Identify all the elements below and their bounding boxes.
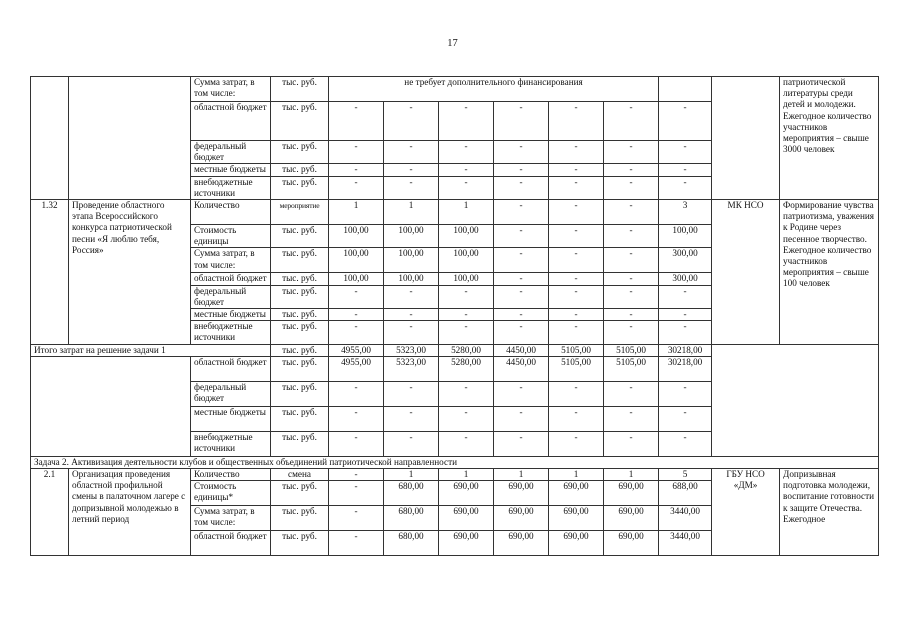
value-cell: - [549, 102, 604, 141]
value-cell: 4955,00 [329, 356, 384, 381]
item-number: 1.32 [31, 200, 69, 345]
item-name: Проведение областного этапа Всероссийского конкурса патриотической песни «Я люблю тебя, Россия» [69, 200, 191, 345]
value-cell: 100,00 [439, 225, 494, 248]
value-cell: 690,00 [604, 531, 659, 556]
value-cell: 5323,00 [384, 344, 439, 356]
value-cell: - [659, 285, 712, 308]
value-cell: - [329, 406, 384, 431]
value-cell: - [604, 273, 659, 285]
value-cell: - [329, 381, 384, 406]
unit-cell: тыс. руб. [271, 531, 329, 556]
executor-cell [712, 77, 780, 200]
value-cell: 690,00 [549, 531, 604, 556]
value-cell: 1 [329, 200, 384, 225]
value-cell: - [329, 531, 384, 556]
value-cell: - [604, 321, 659, 344]
value-cell: - [329, 431, 384, 456]
value-cell: 4450,00 [494, 356, 549, 381]
value-cell: - [549, 248, 604, 273]
value-cell: 1 [494, 469, 549, 481]
unit-cell: тыс. руб. [271, 381, 329, 406]
value-cell: - [604, 309, 659, 321]
value-cell: - [494, 309, 549, 321]
table-row [31, 469, 879, 481]
table-row [31, 456, 879, 468]
table-row [31, 77, 879, 102]
total-label: Итого затрат на решение задачи 1 [31, 344, 271, 356]
value-cell: - [439, 321, 494, 344]
unit-cell: тыс. руб. [271, 102, 329, 141]
value-cell: - [329, 469, 384, 481]
value-cell: - [439, 141, 494, 164]
value-cell: 690,00 [549, 481, 604, 506]
item-name: Организация проведения областной профильной смены в палаточном лагере с допризывной молодежью в летний период [69, 469, 191, 556]
value-cell: - [549, 321, 604, 344]
unit-cell: тыс. руб. [271, 309, 329, 321]
value-cell: 690,00 [494, 531, 549, 556]
value-cell: - [549, 381, 604, 406]
value-cell: 100,00 [384, 248, 439, 273]
result-cell: патриотической литературы среди детей и молодежи. Ежегодное количество участников мероприятия – свыше 3000 человек [780, 77, 879, 200]
value-cell: - [549, 273, 604, 285]
value-cell: - [494, 225, 549, 248]
value-cell: - [384, 309, 439, 321]
unit-cell: тыс. руб. [271, 273, 329, 285]
value-cell: - [439, 381, 494, 406]
value-cell: - [549, 406, 604, 431]
value-cell: 1 [439, 200, 494, 225]
unit-cell: тыс. руб. [271, 248, 329, 273]
item-name-cell [69, 77, 191, 200]
value-cell: 690,00 [604, 481, 659, 506]
unit-cell: тыс. руб. [271, 285, 329, 308]
value-cell: 1 [604, 469, 659, 481]
unit-cell: тыс. руб. [271, 225, 329, 248]
unit-cell: тыс. руб. [271, 176, 329, 199]
value-cell: - [549, 309, 604, 321]
item-number-cell [31, 77, 69, 200]
value-cell: - [659, 406, 712, 431]
value-cell: - [384, 141, 439, 164]
value-cell: - [604, 225, 659, 248]
value-cell: - [604, 102, 659, 141]
executor: МК НСО [712, 200, 780, 345]
value-cell: - [549, 285, 604, 308]
value-cell: - [384, 102, 439, 141]
row-label: Сумма затрат, в том числе: [191, 248, 271, 273]
value-cell: - [329, 321, 384, 344]
value-cell: 5105,00 [604, 356, 659, 381]
value-cell: 5 [659, 469, 712, 481]
value-cell: - [494, 406, 549, 431]
value-cell: 5280,00 [439, 356, 494, 381]
value-cell: 690,00 [604, 506, 659, 531]
value-cell: 100,00 [439, 273, 494, 285]
row-label: внебюджетные источники [191, 176, 271, 199]
value-cell: - [549, 141, 604, 164]
value-cell: - [439, 102, 494, 141]
unit-cell: тыс. руб. [271, 321, 329, 344]
value-cell: 680,00 [384, 506, 439, 531]
value-cell: 690,00 [439, 531, 494, 556]
value-cell: 5323,00 [384, 356, 439, 381]
row-label: Сумма затрат, в том числе: [191, 506, 271, 531]
expected-result: Формирование чувства патриотизма, уважения к Родине через песенное творчество. Ежегодное количество участников мероприятия – свыше 100 человек [780, 200, 879, 345]
row-label: федеральный бюджет [191, 141, 271, 164]
value-cell: - [329, 141, 384, 164]
value-cell: - [549, 225, 604, 248]
value-cell: 300,00 [659, 248, 712, 273]
value-cell: 100,00 [329, 225, 384, 248]
row-label: внебюджетные источники [191, 431, 271, 456]
value-cell: - [604, 164, 659, 176]
value-cell: - [549, 200, 604, 225]
value-cell: - [494, 164, 549, 176]
no-funding-note: не требует дополнительного финансирования [329, 77, 659, 102]
value-cell: 30218,00 [659, 344, 712, 356]
value-cell: - [494, 176, 549, 199]
expected-result: Допризывная подготовка молодежи, воспитание готовности к защите Отечества. Ежегодное [780, 469, 879, 556]
value-cell: - [329, 309, 384, 321]
row-label: федеральный бюджет [191, 381, 271, 406]
value-cell: 1 [384, 200, 439, 225]
value-cell: - [659, 309, 712, 321]
row-label: Сумма затрат, в том числе: [191, 77, 271, 102]
value-cell: - [604, 200, 659, 225]
value-cell: - [604, 381, 659, 406]
value-cell: - [384, 381, 439, 406]
value-cell: 688,00 [659, 481, 712, 506]
program-table [30, 76, 879, 556]
row-label: областной бюджет [191, 531, 271, 556]
value-cell: 690,00 [439, 481, 494, 506]
executor: ГБУ НСО «ДМ» [712, 469, 780, 556]
unit-cell: тыс. руб. [271, 356, 329, 381]
row-label: областной бюджет [191, 102, 271, 141]
value-cell: 30218,00 [659, 356, 712, 381]
value-cell: 100,00 [659, 225, 712, 248]
value-cell: - [494, 102, 549, 141]
value-cell: - [604, 406, 659, 431]
value-cell: 1 [384, 469, 439, 481]
value-cell: - [329, 481, 384, 506]
value-cell: - [329, 176, 384, 199]
value-cell: 680,00 [384, 531, 439, 556]
value-cell: - [384, 321, 439, 344]
value-cell: - [494, 381, 549, 406]
value-cell: - [384, 164, 439, 176]
value-cell: 1 [549, 469, 604, 481]
unit-cell: мероприятие [271, 200, 329, 225]
page-number: 17 [447, 38, 458, 49]
value-cell: - [329, 285, 384, 308]
value-cell: 100,00 [384, 273, 439, 285]
value-cell: - [329, 506, 384, 531]
value-cell: - [329, 102, 384, 141]
value-cell [659, 77, 712, 102]
value-cell: - [439, 309, 494, 321]
row-label: местные бюджеты [191, 164, 271, 176]
value-cell: 3440,00 [659, 531, 712, 556]
value-cell: - [384, 176, 439, 199]
value-cell: 100,00 [329, 273, 384, 285]
value-cell: - [439, 406, 494, 431]
value-cell: - [384, 285, 439, 308]
value-cell: - [604, 176, 659, 199]
value-cell: 5105,00 [549, 356, 604, 381]
value-cell: 4955,00 [329, 344, 384, 356]
value-cell: - [439, 431, 494, 456]
row-label: внебюджетные источники [191, 321, 271, 344]
value-cell: - [494, 431, 549, 456]
value-cell: - [439, 285, 494, 308]
value-cell: - [659, 102, 712, 141]
value-cell: - [439, 176, 494, 199]
item-number: 2.1 [31, 469, 69, 556]
row-label: областной бюджет [191, 273, 271, 285]
value-cell: - [604, 248, 659, 273]
value-cell: - [494, 200, 549, 225]
value-cell: - [659, 381, 712, 406]
value-cell: - [329, 164, 384, 176]
value-cell: - [659, 164, 712, 176]
unit-cell: смена [271, 469, 329, 481]
value-cell: - [604, 141, 659, 164]
value-cell: - [494, 285, 549, 308]
unit-cell: тыс. руб. [271, 406, 329, 431]
row-label: местные бюджеты [191, 309, 271, 321]
unit-cell: тыс. руб. [271, 506, 329, 531]
value-cell: - [659, 176, 712, 199]
value-cell: - [549, 431, 604, 456]
total-blank [31, 356, 191, 456]
value-cell: 5105,00 [604, 344, 659, 356]
value-cell: 1 [439, 469, 494, 481]
value-cell: 3 [659, 200, 712, 225]
row-label: федеральный бюджет [191, 285, 271, 308]
value-cell: - [494, 273, 549, 285]
value-cell: 4450,00 [494, 344, 549, 356]
value-cell: - [659, 431, 712, 456]
value-cell: 690,00 [494, 481, 549, 506]
value-cell: - [494, 141, 549, 164]
table-row [31, 200, 879, 225]
row-label: Количество [191, 469, 271, 481]
value-cell: - [439, 164, 494, 176]
value-cell: 300,00 [659, 273, 712, 285]
value-cell: 690,00 [549, 506, 604, 531]
value-cell: - [659, 321, 712, 344]
row-label: Стоимость единицы [191, 225, 271, 248]
unit-cell: тыс. руб. [271, 77, 329, 102]
value-cell: - [549, 176, 604, 199]
value-cell: 100,00 [329, 248, 384, 273]
value-cell: - [494, 321, 549, 344]
unit-cell: тыс. руб. [271, 164, 329, 176]
value-cell: 690,00 [439, 506, 494, 531]
value-cell: - [384, 431, 439, 456]
row-label: местные бюджеты [191, 406, 271, 431]
unit-cell: тыс. руб. [271, 431, 329, 456]
value-cell: 5280,00 [439, 344, 494, 356]
row-label: областной бюджет [191, 356, 271, 381]
row-label: Стоимость единицы* [191, 481, 271, 506]
value-cell: - [659, 141, 712, 164]
value-cell: - [384, 406, 439, 431]
value-cell: - [604, 285, 659, 308]
total-blank-right [712, 344, 879, 456]
table-row [31, 344, 879, 356]
value-cell: 5105,00 [549, 344, 604, 356]
value-cell: 100,00 [384, 225, 439, 248]
unit-cell: тыс. руб. [271, 141, 329, 164]
value-cell: 100,00 [439, 248, 494, 273]
unit-cell: тыс. руб. [271, 481, 329, 506]
value-cell: - [549, 164, 604, 176]
unit-cell: тыс. руб. [271, 344, 329, 356]
value-cell: 680,00 [384, 481, 439, 506]
value-cell: 690,00 [494, 506, 549, 531]
value-cell: 3440,00 [659, 506, 712, 531]
value-cell: - [604, 431, 659, 456]
row-label: Количество [191, 200, 271, 225]
task2-heading: Задача 2. Активизация деятельности клубов и общественных объединений патриотической направленности [31, 456, 879, 468]
value-cell: - [494, 248, 549, 273]
